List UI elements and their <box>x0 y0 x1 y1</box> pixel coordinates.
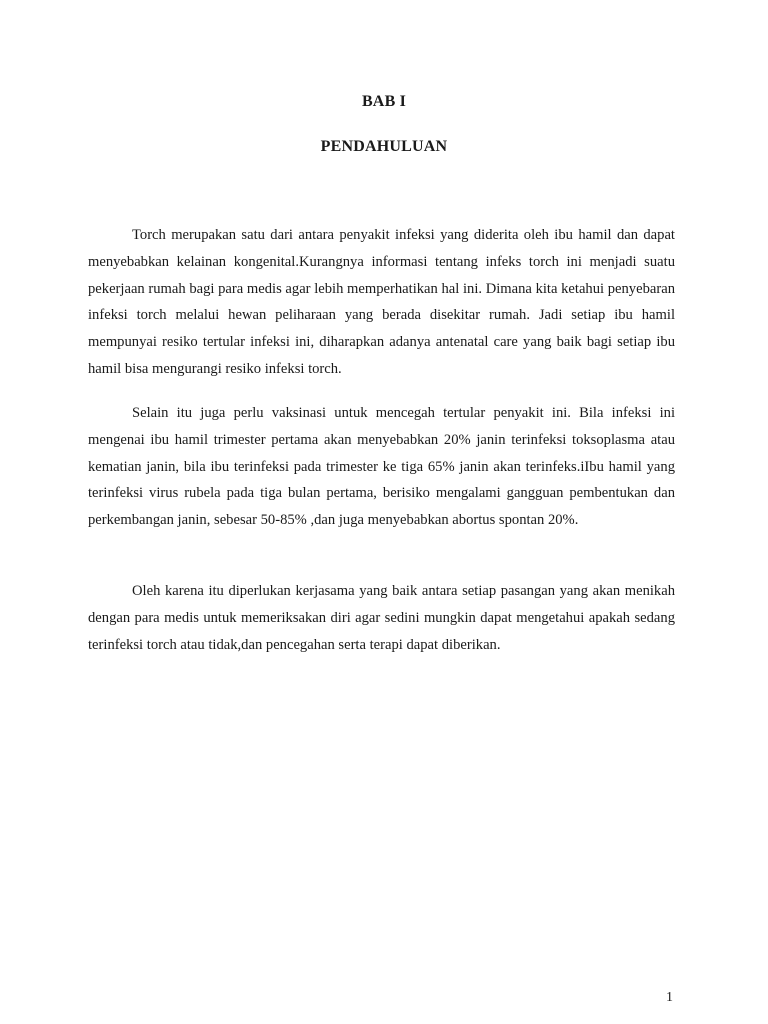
chapter-title: PENDAHULUAN <box>320 138 448 155</box>
chapter-heading: BAB I <box>361 93 407 110</box>
paragraph-1: Torch merupakan satu dari antara penyakit infeksi yang diderita oleh ibu hamil dan dapat menyebabkan kelainan kongenital.Kurangnya informasi tentang infeks torch ini menjadi suatu pekerjaan rumah bagi para medis agar lebih memperhatikan hal ini. Dimana kita ketahui penyebaran infeksi torch melalui hewan peliharaan yang berada disekitar rumah. Jadi setiap ibu hamil mempunyai resiko tertular infeksi ini, diharapkan adanya antenatal care yang baik bagi setiap ibu hamil bisa mengurangi resiko infeksi torch. <box>88 227 675 377</box>
paragraph-2: Selain itu juga perlu vaksinasi untuk mencegah tertular penyakit ini. Bila infeksi ini mengenai ibu hamil trimester pertama akan menyebabkan 20% janin terinfeksi toksoplasma atau kematian janin, bila ibu terinfeksi pada trimester ke tiga 65% janin akan terinfeks.iIbu hamil yang terinfeksi virus rubela pada tiga bulan pertama, berisiko mengalami gangguan pembentukan dan perkembangan janin, sebesar 50-85% ,dan juga menyebabkan abortus spontan 20%. <box>88 405 675 529</box>
paragraph-3: Oleh karena itu diperlukan kerjasama yang baik antara setiap pasangan yang akan menikah dengan para medis untuk memeriksakan diri agar sedini mungkin dapat mengetahui apakah sedang terinfeksi torch atau tidak,dan pencegahan serta terapi dapat diberikan. <box>88 583 675 653</box>
page-number: 1 <box>666 990 673 1005</box>
